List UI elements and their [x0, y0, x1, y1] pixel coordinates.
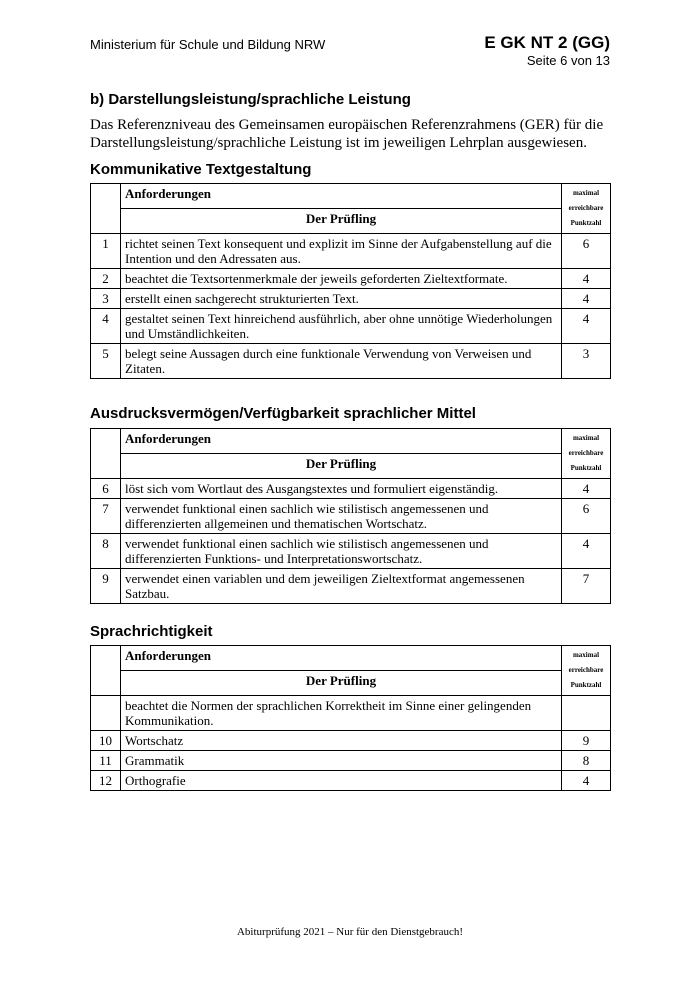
row-number: 2	[91, 269, 121, 289]
max-points-label: Punktzahl	[570, 464, 602, 472]
table-row	[91, 731, 611, 751]
row-number: 8	[91, 534, 121, 569]
row-number: 9	[91, 569, 121, 604]
table-row	[91, 479, 611, 499]
requirements-table	[90, 183, 611, 379]
row-points: 4	[562, 289, 611, 309]
row-points: 3	[562, 344, 611, 379]
column-header-requirements: Anforderungen	[121, 646, 562, 671]
row-text: Orthografie	[121, 771, 562, 791]
table-row	[91, 751, 611, 771]
table-row	[91, 534, 611, 569]
row-number: 12	[91, 771, 121, 791]
row-number: 10	[91, 731, 121, 751]
empty-cell	[91, 646, 121, 696]
table-row	[91, 309, 611, 344]
max-points-label: Punktzahl	[570, 681, 602, 689]
table-header-row	[91, 429, 611, 454]
max-points-label: erreichbare	[568, 666, 604, 674]
row-number: 3	[91, 289, 121, 309]
intro-line: Darstellungsleistung/sprachliche Leistung ist im jeweiligen Lehrplan ausgewiesen.	[90, 135, 587, 151]
column-header-max-points	[562, 646, 611, 696]
table-title: Ausdrucksvermögen/Verfügbarkeit sprachlicher Mittel	[90, 405, 476, 422]
table-row	[91, 696, 611, 731]
row-points: 4	[562, 479, 611, 499]
page-number: Seite 6 von 13	[526, 53, 610, 68]
empty-cell	[91, 429, 121, 479]
document-header	[484, 33, 610, 68]
column-header-requirements: Anforderungen	[121, 184, 562, 209]
row-text: löst sich vom Wortlaut des Ausgangstextes und formuliert eigenständig.	[121, 479, 562, 499]
row-points: 4	[562, 269, 611, 289]
empty-cell	[562, 696, 611, 731]
row-text: verwendet funktional einen sachlich wie stilistisch angemessenen und differenzierten Funktions- und Interpretationswortschatz.	[121, 534, 562, 569]
column-header-max-points	[562, 184, 611, 234]
max-points-label: erreichbare	[568, 204, 604, 212]
empty-cell	[91, 696, 121, 731]
max-points-label: maximal	[572, 651, 600, 659]
column-subheader: Der Prüfling	[121, 671, 562, 696]
row-points: 9	[562, 731, 611, 751]
table-subheader-row	[91, 209, 611, 234]
table-row	[91, 234, 611, 269]
row-points: 4	[562, 534, 611, 569]
table-row	[91, 771, 611, 791]
ministry-name: Ministerium für Schule und Bildung NRW	[90, 37, 326, 52]
row-points: 6	[562, 499, 611, 534]
row-number: 6	[91, 479, 121, 499]
column-subheader: Der Prüfling	[121, 209, 562, 234]
row-number: 5	[91, 344, 121, 379]
table-row	[91, 569, 611, 604]
max-points-label: maximal	[572, 434, 600, 442]
table-title: Sprachrichtigkeit	[90, 623, 213, 640]
exam-code: E GK NT 2 (GG)	[484, 33, 610, 52]
max-points-label: maximal	[572, 189, 600, 197]
row-text: belegt seine Aussagen durch eine funktionale Verwendung von Verweisen und Zitaten.	[121, 344, 562, 379]
requirements-table	[90, 428, 611, 604]
row-number: 7	[91, 499, 121, 534]
row-points: 7	[562, 569, 611, 604]
footer-note: Abiturprüfung 2021 – Nur für den Dienstgebrauch!	[236, 926, 464, 938]
table-header-row	[91, 646, 611, 671]
row-points: 8	[562, 751, 611, 771]
row-text: Wortschatz	[121, 731, 562, 751]
intro-paragraph	[90, 116, 604, 152]
table-row	[91, 269, 611, 289]
row-number: 4	[91, 309, 121, 344]
empty-cell	[91, 184, 121, 234]
row-text: beachtet die Normen der sprachlichen Korrektheit im Sinne einer gelingenden Kommunikation.	[121, 696, 562, 731]
table-subheader-row	[91, 671, 611, 696]
max-points-label: erreichbare	[568, 449, 604, 457]
row-points: 4	[562, 771, 611, 791]
row-text: erstellt einen sachgerecht strukturierten Text.	[121, 289, 562, 309]
row-text: Grammatik	[121, 751, 562, 771]
row-text: gestaltet seinen Text hinreichend ausführlich, aber ohne unnötige Wiederholungen und Umständlichkeiten.	[121, 309, 562, 344]
section-heading: b) Darstellungsleistung/sprachliche Leistung	[90, 91, 411, 108]
row-text: richtet seinen Text konsequent und explizit im Sinne der Aufgabenstellung auf die Intention und den Adressaten aus.	[121, 234, 562, 269]
row-number: 11	[91, 751, 121, 771]
column-header-max-points	[562, 429, 611, 479]
row-text: verwendet einen variablen und dem jeweiligen Zieltextformat angemessenen Satzbau.	[121, 569, 562, 604]
intro-line: Das Referenzniveau des Gemeinsamen europäischen Referenzrahmens (GER) für die	[90, 117, 604, 133]
row-text: verwendet funktional einen sachlich wie stilistisch angemessenen und differenzierten allgemeinen und thematischen Wortschatz.	[121, 499, 562, 534]
row-number: 1	[91, 234, 121, 269]
table-row	[91, 289, 611, 309]
table-subheader-row	[91, 454, 611, 479]
column-header-requirements: Anforderungen	[121, 429, 562, 454]
row-points: 4	[562, 309, 611, 344]
table-row	[91, 344, 611, 379]
max-points-label: Punktzahl	[570, 219, 602, 227]
column-subheader: Der Prüfling	[121, 454, 562, 479]
row-text: beachtet die Textsortenmerkmale der jeweils geforderten Zieltextformate.	[121, 269, 562, 289]
table-row	[91, 499, 611, 534]
requirements-table	[90, 645, 611, 791]
table-header-row	[91, 184, 611, 209]
row-points: 6	[562, 234, 611, 269]
table-title: Kommunikative Textgestaltung	[90, 161, 312, 178]
